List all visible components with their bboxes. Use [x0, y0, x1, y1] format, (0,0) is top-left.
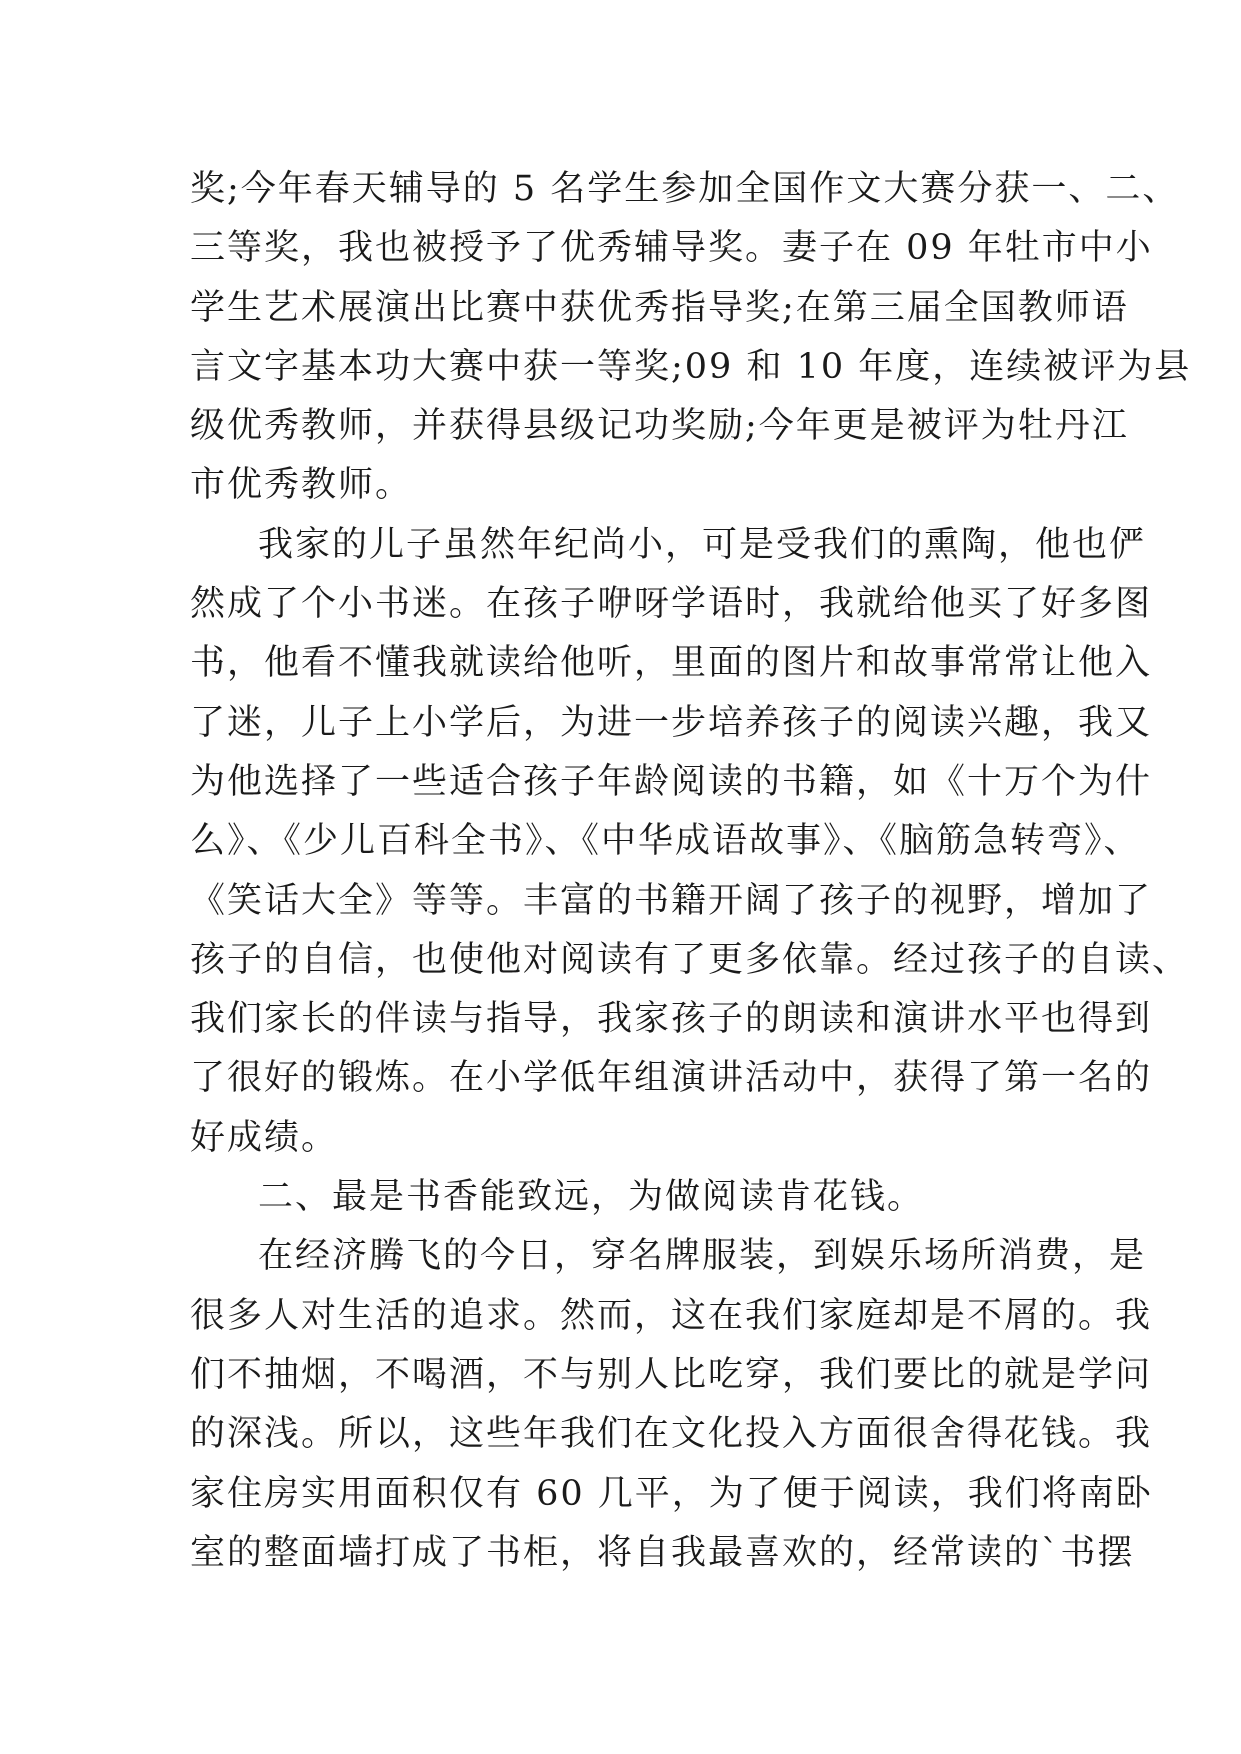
section-heading: 二、最是书香能致远，为做阅读肯花钱。 — [258, 1177, 925, 1218]
text-line: 学生艺术展演出比赛中获优秀指导奖;在第三届全国教师语 — [190, 287, 1129, 328]
text-line: 好成绩。 — [190, 1117, 339, 1158]
paragraph-first-line: 我家的儿子虽然年纪尚小，可是受我们的熏陶，他也俨 — [258, 524, 1147, 565]
text-line: 奖;今年春天辅导的 5 名学生参加全国作文大赛分获一、二、 — [190, 169, 1180, 209]
text-line: 孩子的自信，也使他对阅读有了更多依靠。经过孩子的自读、 — [190, 939, 1190, 980]
text-line: 们不抽烟，不喝酒，不与别人比吃穿，我们要比的就是学问 — [190, 1354, 1153, 1395]
text-line: 书，他看不懂我就读给他听，里面的图片和故事常常让他入 — [190, 643, 1153, 684]
text-line: 为他选择了一些适合孩子年龄阅读的书籍，如《十万个为什 — [190, 761, 1153, 802]
text-line: 室的整面墙打成了书柜，将自我最喜欢的，经常读的`书摆 — [190, 1532, 1135, 1573]
text-line: 家住房实用面积仅有 60 几平，为了便于阅读，我们将南卧 — [190, 1473, 1153, 1514]
text-line: 《笑话大全》等等。丰富的书籍开阔了孩子的视野，增加了 — [190, 880, 1153, 921]
text-line: 三等奖，我也被授予了优秀辅导奖。妻子在 09 年牡市中小 — [190, 228, 1153, 269]
text-line: 我们家长的伴读与指导，我家孩子的朗读和演讲水平也得到 — [190, 999, 1153, 1040]
text-line: 言文字基本功大赛中获一等奖;09 和 10 年度，连续被评为县 — [190, 346, 1192, 387]
text-line: 级优秀教师，并获得县级记功奖励;今年更是被评为牡丹江 — [190, 406, 1129, 447]
paragraph-first-line: 在经济腾飞的今日，穿名牌服装，到娱乐场所消费，是 — [258, 1236, 1147, 1277]
body-text — [190, 160, 1192, 1583]
text-line: 的深浅。所以，这些年我们在文化投入方面很舍得花钱。我 — [190, 1414, 1153, 1455]
text-line: 么》、《少儿百科全书》、《中华成语故事》、《脑筋急转弯》、 — [190, 821, 1141, 862]
text-line: 然成了个小书迷。在孩子咿呀学语时，我就给他买了好多图 — [190, 584, 1153, 625]
text-line: 了很好的锻炼。在小学低年组演讲活动中，获得了第一名的 — [190, 1058, 1153, 1099]
text-line: 市优秀教师。 — [190, 465, 413, 506]
text-line: 很多人对生活的追求。然而，这在我们家庭却是不屑的。我 — [190, 1295, 1153, 1336]
text-line: 了迷，儿子上小学后，为进一步培养孩子的阅读兴趣，我又 — [190, 702, 1153, 743]
